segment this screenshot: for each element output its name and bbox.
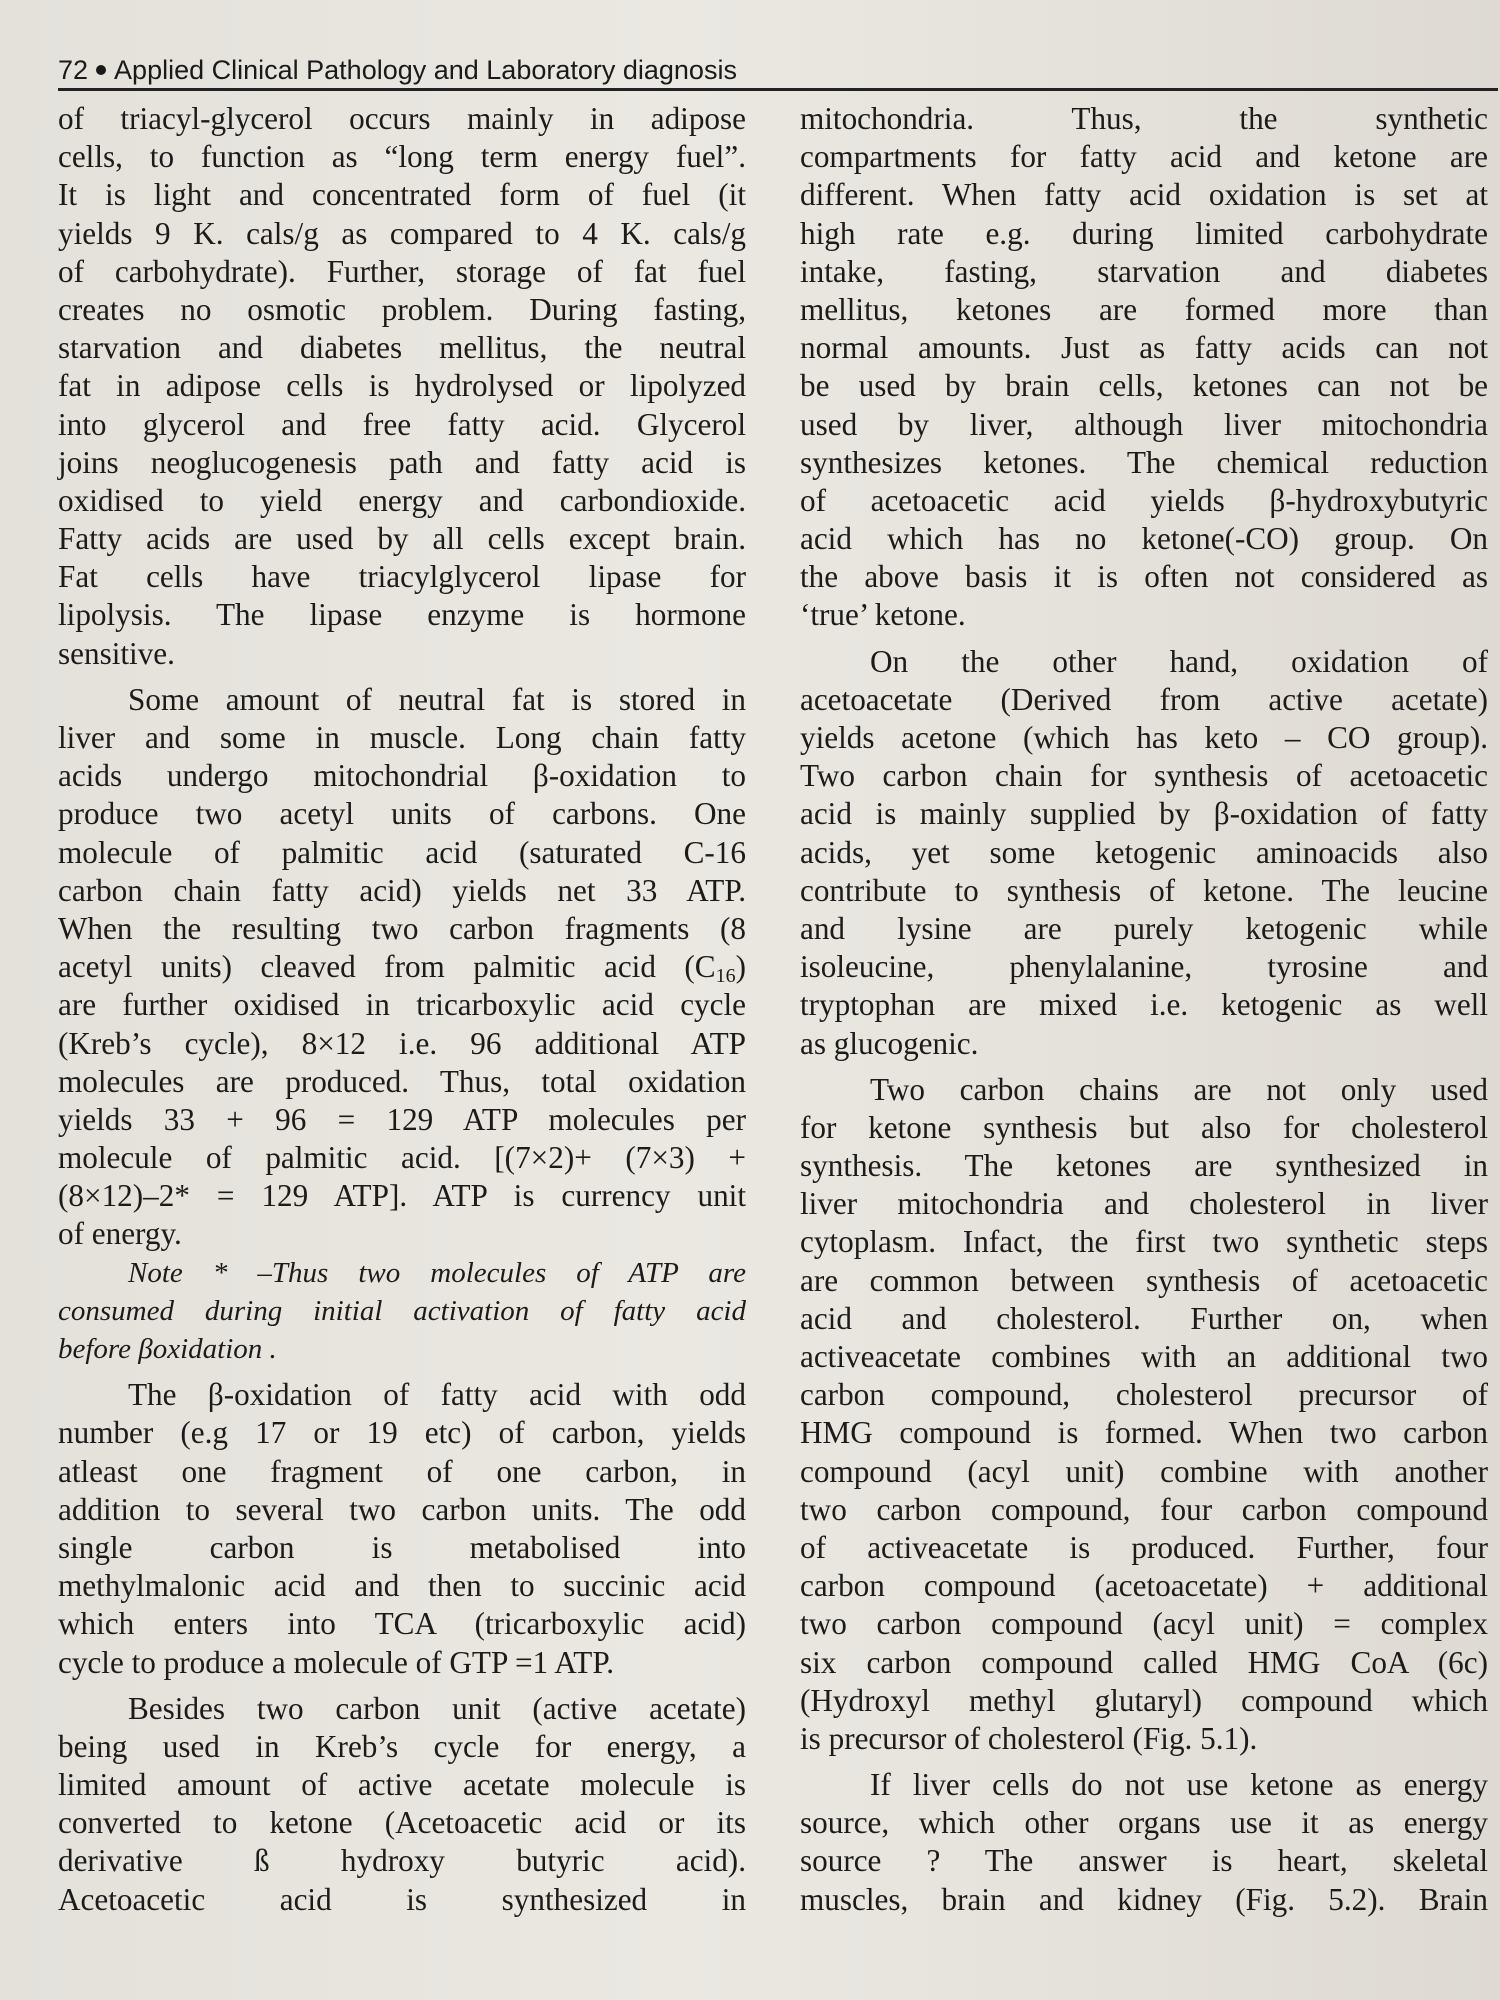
text-line: liver and some in muscle. Long chain fatty	[58, 720, 746, 755]
text-line: sensitive.	[58, 635, 175, 671]
paragraph	[800, 100, 1488, 635]
text-line: cycle to produce a molecule of GTP =1 ATP.	[58, 1644, 615, 1680]
footnote	[58, 1254, 746, 1369]
text-line: (Kreb’s cycle), 8×12 i.e. 96 additional ATP	[58, 1025, 746, 1061]
text-line: different. When fatty acid oxidation is set at	[800, 177, 1488, 213]
text-line: lipolysis. The lipase enzyme is hormone	[58, 597, 746, 633]
text-line: for ketone synthesis but also for cholesterol	[800, 1109, 1488, 1145]
text-line: be used by brain cells, ketones can not be	[800, 368, 1488, 404]
paragraph	[800, 1071, 1488, 1758]
text-line: source ? The answer is heart, skeletal	[800, 1843, 1488, 1879]
subscript: 16	[715, 965, 736, 988]
text-line: On the other hand, oxidation of	[870, 643, 1488, 679]
text-line: tryptophan are mixed i.e. ketogenic as well	[800, 987, 1488, 1023]
paragraph	[800, 643, 1488, 1063]
text-line	[58, 948, 746, 986]
text-line: atleast one fragment of one carbon, in	[58, 1453, 746, 1489]
text-line: carbon compound (acetoacetate) + additional	[800, 1568, 1488, 1604]
text-line: compartments for fatty acid and ketone are	[800, 139, 1488, 175]
paragraph	[58, 681, 746, 1254]
text-line: acid and cholesterol. Further on, when	[800, 1300, 1488, 1336]
paragraph	[800, 1766, 1488, 1919]
text-run: acetyl units) cleaved from palmitic acid (C	[58, 949, 716, 985]
text-line: cytoplasm. Infact, the first two synthetic steps	[800, 1224, 1488, 1260]
text-line: liver mitochondria and cholesterol in liver	[800, 1186, 1488, 1222]
text-line: creates no osmotic problem. During fasting,	[58, 291, 746, 327]
bullet-icon	[96, 65, 106, 75]
text-line: activeacetate combines with an additional two	[800, 1339, 1488, 1374]
text-line: derivative ß hydroxy butyric acid).	[58, 1843, 746, 1879]
text-line: Two carbon chain for synthesis of acetoacetic	[800, 758, 1488, 794]
text-line: compound (acyl unit) combine with another	[800, 1453, 1488, 1489]
text-line: carbon compound, cholesterol precursor of	[800, 1377, 1488, 1413]
text-line: isoleucine, phenylalanine, tyrosine and	[800, 949, 1488, 985]
text-line: addition to several two carbon units. The odd	[58, 1491, 746, 1527]
text-line: The β-oxidation of fatty acid with odd	[128, 1377, 746, 1413]
text-line: of acetoacetic acid yields β-hydroxybutyric	[800, 482, 1488, 518]
text-line: of activeacetate is produced. Further, four	[800, 1529, 1488, 1565]
paragraph	[58, 1376, 746, 1682]
left-column	[58, 100, 746, 1919]
text-line: It is light and concentrated form of fuel (it	[58, 177, 746, 213]
paragraph	[58, 100, 746, 673]
text-line: of carbohydrate). Further, storage of fat fuel	[58, 253, 746, 289]
text-line: Besides two carbon unit (active acetate)	[128, 1690, 746, 1726]
text-line: yields 9 K. cals/g as compared to 4 K. cals/g	[58, 215, 746, 251]
text-line: two carbon compound (acyl unit) = complex	[800, 1606, 1488, 1642]
page-number: 72	[58, 55, 89, 85]
paragraph	[58, 1690, 746, 1919]
text-line: synthesizes ketones. The chemical reduction	[800, 444, 1488, 480]
text-line: acetoacetate (Derived from active acetate)	[800, 681, 1488, 717]
text-line: acids undergo mitochondrial β-oxidation to	[58, 758, 746, 794]
text-line: produce two acetyl units of carbons. One	[58, 796, 746, 832]
text-line: molecules are produced. Thus, total oxidation	[58, 1063, 746, 1099]
text-line: the above basis it is often not considered as	[800, 559, 1488, 595]
text-line: starvation and diabetes mellitus, the neutral	[58, 330, 746, 366]
text-line: Fat cells have triacylglycerol lipase for	[58, 559, 746, 595]
text-line: source, which other organs use it as energy	[800, 1805, 1488, 1841]
text-line: single carbon is metabolised into	[58, 1529, 746, 1565]
text-line: is precursor of cholesterol (Fig. 5.1).	[800, 1720, 1258, 1756]
text-line: Some amount of neutral fat is stored in	[128, 681, 746, 717]
text-line: six carbon compound called HMG CoA (6c)	[800, 1644, 1488, 1680]
text-line: HMG compound is formed. When two carbon	[800, 1415, 1488, 1451]
text-line: Two carbon chains are not only used	[870, 1071, 1488, 1107]
text-line: molecule of palmitic acid (saturated C-16	[58, 834, 746, 870]
text-line: being used in Kreb’s cycle for energy, a	[58, 1728, 746, 1764]
text-line: contribute to synthesis of ketone. The leucine	[800, 872, 1488, 908]
text-line: converted to ketone (Acetoacetic acid or its	[58, 1805, 746, 1841]
text-line: Fatty acids are used by all cells except brain.	[58, 521, 746, 557]
text-line: ‘true’ ketone.	[800, 597, 966, 633]
text-line: mitochondria. Thus, the synthetic	[800, 101, 1488, 136]
running-header	[58, 52, 1498, 88]
text-line: into glycerol and free fatty acid. Glycerol	[58, 406, 746, 442]
text-line: high rate e.g. during limited carbohydrate	[800, 215, 1488, 251]
text-line: limited amount of active acetate molecule is	[58, 1767, 746, 1803]
text-line: yields acetone (which has keto – CO group).	[800, 720, 1488, 755]
text-line: cells, to function as “long term energy fuel”.	[58, 139, 746, 175]
text-line: (8×12)–2* = 129 ATP]. ATP is currency unit	[58, 1178, 746, 1214]
text-line: which enters into TCA (tricarboxylic acid)	[58, 1606, 746, 1642]
text-line: yields 33 + 96 = 129 ATP molecules per	[58, 1101, 746, 1137]
right-column	[800, 100, 1488, 1919]
text-line: used by liver, although liver mitochondria	[800, 406, 1488, 442]
text-line: consumed during initial activation of fatty acid	[58, 1294, 746, 1327]
text-line: joins neoglucogenesis path and fatty acid is	[58, 444, 746, 480]
text-line: fat in adipose cells is hydrolysed or lipolyzed	[58, 368, 746, 404]
text-line: and lysine are purely ketogenic while	[800, 910, 1488, 946]
text-line: oxidised to yield energy and carbondioxide.	[58, 482, 746, 518]
text-run: )	[735, 949, 746, 985]
text-line: (Hydroxyl methyl glutaryl) compound which	[800, 1682, 1488, 1718]
text-line: methylmalonic acid and then to succinic acid	[58, 1568, 746, 1604]
text-line: muscles, brain and kidney (Fig. 5.2). Brain	[800, 1881, 1488, 1917]
text-line: molecule of palmitic acid. [(7×2)+ (7×3) +	[58, 1140, 746, 1176]
text-line: normal amounts. Just as fatty acids can not	[800, 330, 1488, 366]
text-line: of triacyl-glycerol occurs mainly in adipose	[58, 101, 746, 136]
text-line: When the resulting two carbon fragments (8	[58, 910, 746, 946]
text-line: as glucogenic.	[800, 1025, 979, 1061]
text-line: mellitus, ketones are formed more than	[800, 291, 1488, 327]
text-line: number (e.g 17 or 19 etc) of carbon, yields	[58, 1415, 746, 1451]
text-line: carbon chain fatty acid) yields net 33 ATP.	[58, 872, 746, 908]
text-line: Note * –Thus two molecules of ATP are	[128, 1256, 746, 1289]
text-line: acids, yet some ketogenic aminoacids also	[800, 834, 1488, 870]
text-line: acid which has no ketone(-CO) group. On	[800, 521, 1488, 557]
text-line: If liver cells do not use ketone as energy	[870, 1767, 1488, 1803]
text-line: acid is mainly supplied by β-oxidation of fatty	[800, 796, 1488, 832]
text-line: intake, fasting, starvation and diabetes	[800, 253, 1488, 289]
text-line: two carbon compound, four carbon compound	[800, 1491, 1488, 1527]
header-rule	[58, 88, 1498, 91]
text-line: of energy.	[58, 1216, 182, 1252]
text-line: before βoxidation .	[58, 1333, 277, 1365]
text-line: Acetoacetic acid is synthesized in	[58, 1881, 746, 1917]
text-line: are further oxidised in tricarboxylic acid cycle	[58, 987, 746, 1023]
text-line: synthesis. The ketones are synthesized in	[800, 1148, 1488, 1184]
text-line: are common between synthesis of acetoacetic	[800, 1262, 1488, 1298]
book-title: Applied Clinical Pathology and Laboratory diagnosis	[114, 55, 737, 85]
